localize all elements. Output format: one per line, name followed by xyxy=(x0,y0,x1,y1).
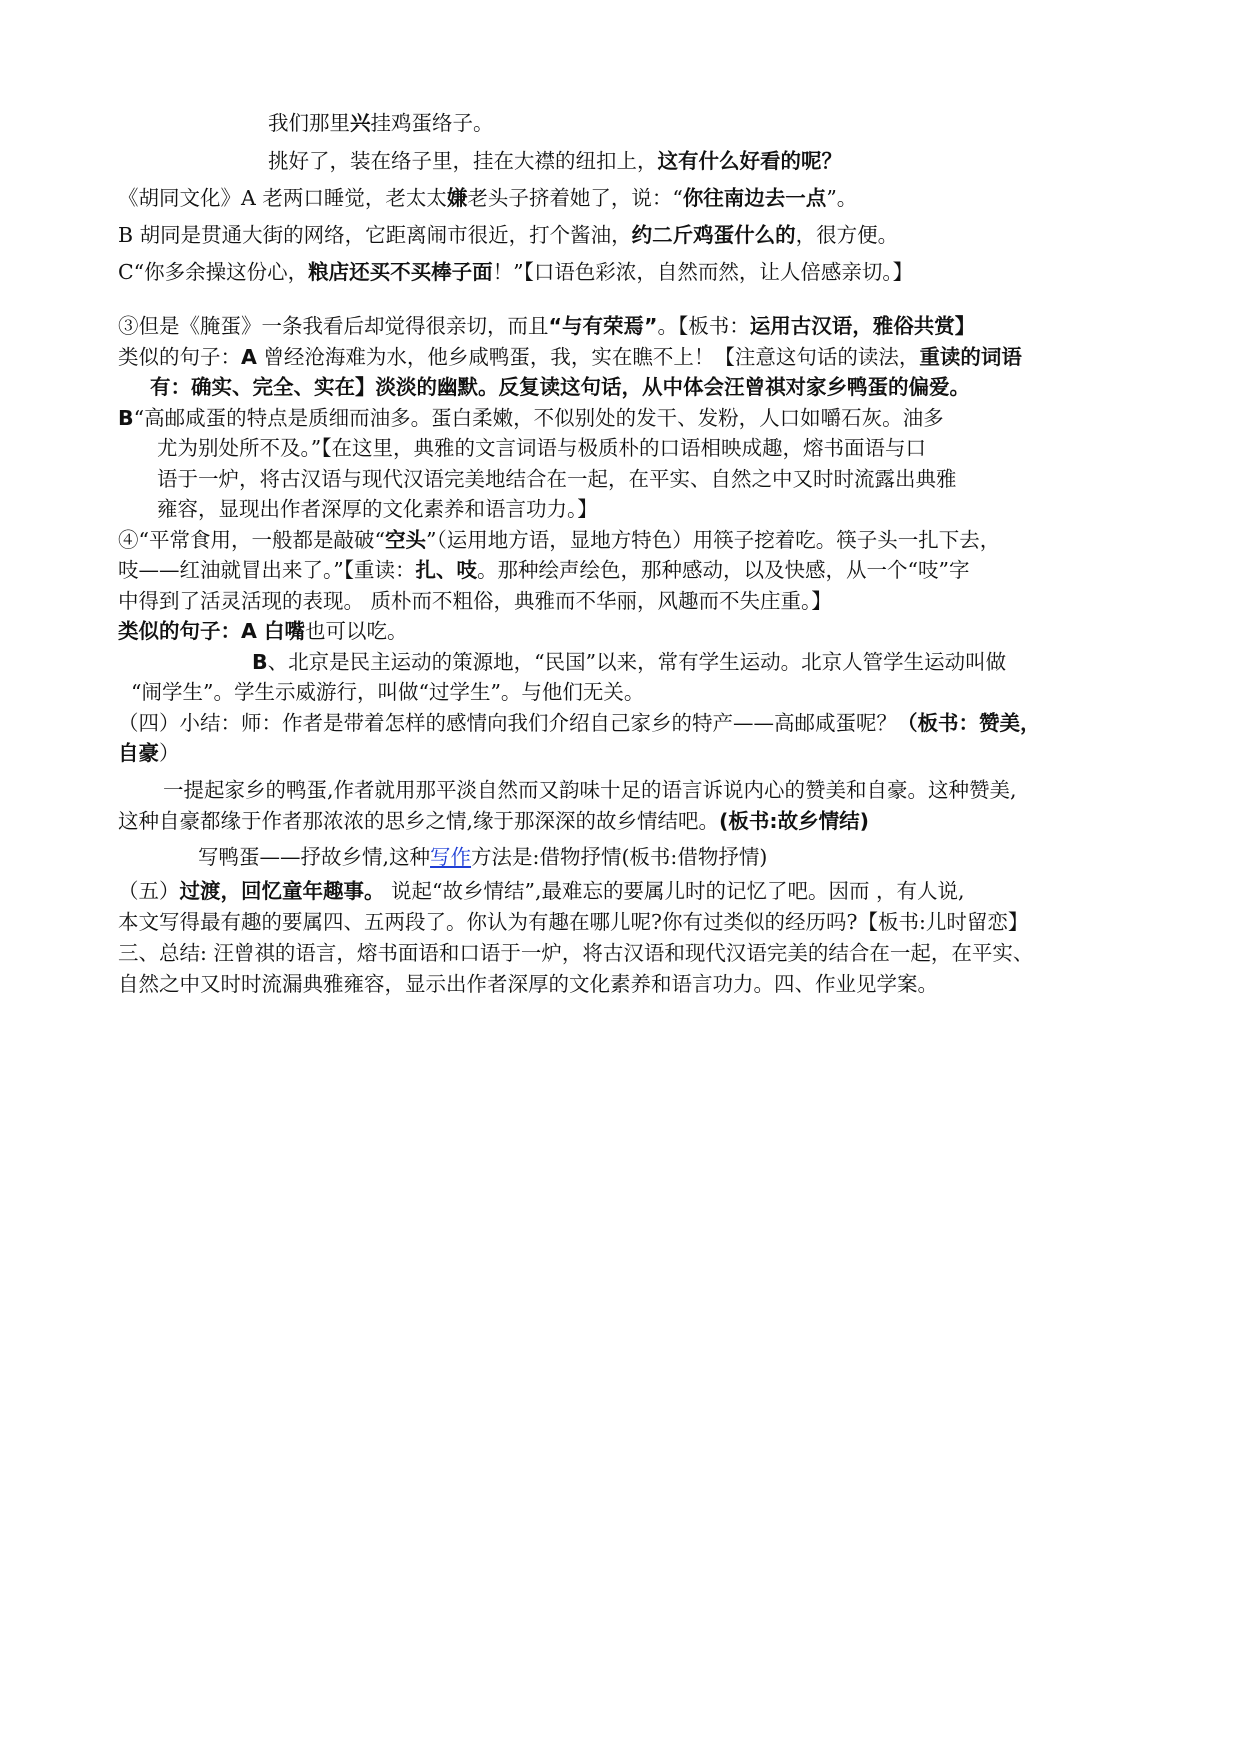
bold-text-segment: 兴 xyxy=(350,111,371,135)
bold-text-segment: 运用古汉语，雅俗共赏】 xyxy=(749,314,976,338)
bold-text-segment: （板书：赞美， xyxy=(897,711,1041,735)
text-segment: 吱——红油就冒出来了。”【重读： xyxy=(118,558,416,582)
text-segment: ③但是《腌蛋》一条我看后却觉得很亲切，而且 xyxy=(118,314,549,338)
text-segment: 说起“故乡情结”,最难忘的要属儿时的记忆了吧。因而 ，有人说, xyxy=(384,879,965,903)
bold-text-segment: B xyxy=(252,650,268,674)
text-line xyxy=(118,220,898,250)
text-segment: 老头子挤着她了，说：“ xyxy=(467,186,683,210)
text-line xyxy=(118,969,938,999)
bold-text-segment: 这有什么好看的呢？ xyxy=(657,149,842,173)
text-segment: 、北京是民主运动的策源地，“民国”以来，常有学生运动。北京人管学生运动叫做 xyxy=(267,650,1007,674)
text-line xyxy=(118,586,832,616)
text-line xyxy=(157,464,957,494)
text-segment: 三、总结: 汪曾祺的语言，熔书面语和口语于一炉，将古汉语和现代汉语完美的结合在一起，在平实、 xyxy=(118,941,1034,965)
text-line xyxy=(131,677,644,707)
text-segment: ④“平常食用，一般都是敲破“ xyxy=(118,528,385,552)
text-segment: “高邮咸蛋的特点是质细而油多。蛋白柔嫩，不似别处的发干、发粉，人口如嚼石灰。油多 xyxy=(133,406,944,430)
text-segment: 。【板书： xyxy=(657,314,750,338)
text-segment: 本文写得最有趣的要属四、五两段了。你认为有趣在哪儿呢?你有过类似的经历吗?【板书:儿时留恋】 xyxy=(118,910,1029,934)
bold-text-segment: “与有荣焉” xyxy=(548,314,658,338)
text-line xyxy=(118,257,913,287)
bold-text-segment: 嫌 xyxy=(446,186,468,210)
text-line xyxy=(252,647,1006,677)
text-segment: 曾经沧海难为水，他乡咸鸭蛋，我，实在瞧不上！【注意这句话的读法， xyxy=(256,345,920,369)
text-segment: B 胡同是贯通大街的网络，它距离闹市很近，打个酱油， xyxy=(118,223,632,247)
bold-text-segment: 粮店还买不买棒子面 xyxy=(308,260,493,284)
text-segment: 方法是:借物抒情(板书:借物抒情) xyxy=(471,845,768,869)
text-segment: （四）小结：师：作者是带着怎样的感情向我们介绍自己家乡的特产——高邮咸蛋呢？ xyxy=(118,711,897,735)
bold-text-segment: (板书:故乡情结) xyxy=(719,809,869,833)
bold-text-segment: 扎、吱 xyxy=(415,558,477,582)
text-segment: 写鸭蛋——抒故乡情,这种 xyxy=(198,845,431,869)
text-line xyxy=(268,146,842,176)
text-line xyxy=(198,842,767,872)
bold-text-segment: 你往南边去一点 xyxy=(682,186,827,210)
text-segment: “闹学生”。学生示威游行，叫做“过学生”。与他们无关。 xyxy=(131,680,645,704)
text-line xyxy=(118,311,975,341)
text-segment: 我们那里 xyxy=(268,111,350,135)
bold-text-segment: 重读的词语 xyxy=(919,345,1022,369)
text-segment: ”。 xyxy=(826,186,858,210)
text-segment: 挑好了，装在络子里，挂在大襟的纽扣上， xyxy=(268,149,658,173)
text-line xyxy=(150,372,970,402)
text-line xyxy=(157,494,598,524)
text-line xyxy=(118,938,1033,968)
bold-text-segment: 类似的句子：A 白嘴 xyxy=(118,619,306,643)
text-line xyxy=(118,806,869,836)
text-line xyxy=(268,108,494,138)
text-line xyxy=(118,403,944,433)
text-line xyxy=(118,708,1041,738)
link-text[interactable]: 写作 xyxy=(430,845,472,869)
bold-text-segment: 约二斤鸡蛋什么的 xyxy=(631,223,796,247)
text-line xyxy=(118,525,1000,555)
bold-text-segment: 过渡，回忆童年趣事。 xyxy=(179,879,385,903)
text-line xyxy=(118,342,1022,372)
text-segment: 《胡同文化》A 老两口睡觉，老太太 xyxy=(118,186,447,210)
text-line xyxy=(118,616,408,646)
text-segment: 尤为别处所不及。”【在这里，典雅的文言词语与极质朴的口语相映成趣，熔书面语与口 xyxy=(157,436,926,460)
bold-text-segment: 空头 xyxy=(384,528,426,552)
text-segment: 这种自豪都缘于作者那浓浓的思乡之情,缘于那深深的故乡情结吧。 xyxy=(118,809,720,833)
bold-text-segment: A xyxy=(241,345,257,369)
text-segment: 雍容，显现出作者深厚的文化素养和语言功力。】 xyxy=(157,497,598,521)
text-segment: ，很方便。 xyxy=(795,223,899,247)
text-segment: 自然之中又时时流漏典雅雍容，显示出作者深厚的文化素养和语言功力。四、作业见学案。 xyxy=(118,972,938,996)
text-line xyxy=(118,183,857,213)
text-segment: C“你多余操这份心， xyxy=(118,260,309,284)
text-segment: 中得到了活灵活现的表现。 质朴而不粗俗，典雅而不华丽，风趣而不失庄重。】 xyxy=(118,589,832,613)
text-line xyxy=(118,876,965,906)
text-segment: ） xyxy=(159,741,180,765)
text-line xyxy=(157,433,926,463)
text-segment: 一提起家乡的鸭蛋,作者就用那平淡自然而又韵味十足的语言诉说内心的赞美和自豪。这种赞美, xyxy=(163,778,1017,802)
text-line xyxy=(163,775,1017,805)
text-segment: 。那种绘声绘色，那种感动，以及快感，从一个“吱”字 xyxy=(476,558,970,582)
text-segment: 语于一炉，将古汉语与现代汉语完美地结合在一起，在平实、自然之中又时时流露出典雅 xyxy=(157,467,957,491)
text-segment: 也可以吃。 xyxy=(305,619,408,643)
text-line xyxy=(118,555,969,585)
bold-text-segment: 有：确实、完全、实在】淡淡的幽默。反复读这句话，从中体会汪曾祺对家乡鸭蛋的偏爱。 xyxy=(150,375,970,399)
text-line xyxy=(118,907,1028,937)
text-segment: 类似的句子： xyxy=(118,345,241,369)
text-line xyxy=(118,738,180,768)
text-segment: 挂鸡蛋络子。 xyxy=(370,111,494,135)
bold-text-segment: B xyxy=(118,406,134,430)
text-segment: ”（运用地方语，显地方特色）用筷子挖着吃。筷子头一扎下去， xyxy=(425,528,1001,552)
text-segment: ！”【口语色彩浓，自然而然，让人倍感亲切。】 xyxy=(492,260,914,284)
text-segment: （五） xyxy=(118,879,180,903)
bold-text-segment: 自豪 xyxy=(118,741,159,765)
